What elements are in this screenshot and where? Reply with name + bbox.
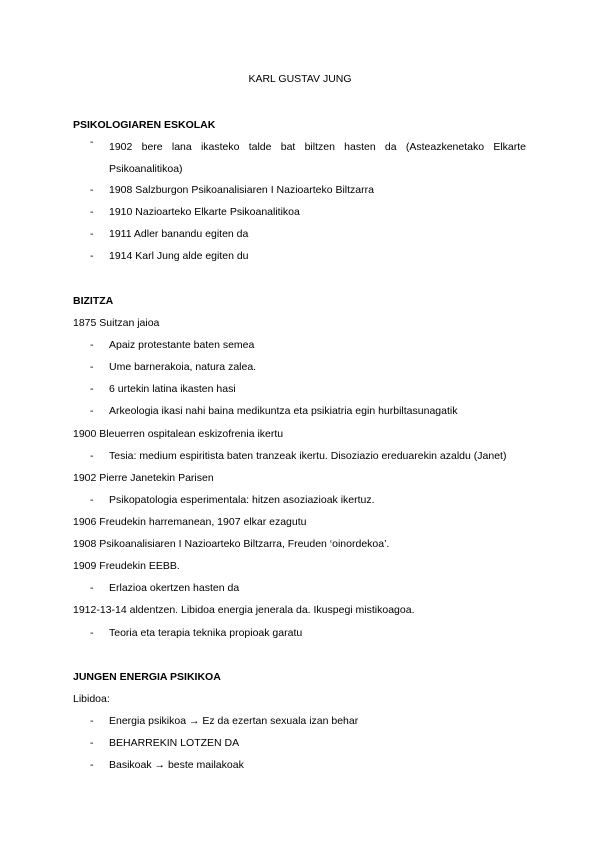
list-item-text: Apaiz protestante baten semea [109,339,255,351]
page-title: KARL GUSTAV JUNG [248,73,352,85]
bullet-dash: - [90,184,94,196]
text-line: 1912-13-14 aldentzen. Libidoa energia jenerala da. Ikuspegi mistikoagoa. [73,604,415,616]
list-item-text: Ume barnerakoia, natura zalea. [109,361,257,373]
text-line: 1875 Suitzan jaioa [73,317,160,329]
bullet-dash: - [90,250,94,262]
section-heading-bizitza: BIZITZA [73,295,114,307]
bullet-dash: - [90,136,94,148]
text-line: 1900 Bleuerren ospitalean eskizofrenia ikertu [73,428,284,440]
bullet-dash: - [90,206,94,218]
list-item-text: Erlazioa okertzen hasten da [109,582,240,594]
list-item-text: Basikoak → beste mailakoak [109,759,244,771]
bullet-dash: - [90,405,94,417]
text-line: 1909 Freudekin EEBB. [73,560,180,572]
bullet-dash: - [90,383,94,395]
bullet-dash: - [90,494,94,506]
bullet-dash: - [90,450,94,462]
bullet-dash: - [90,759,94,771]
text-line: 1906 Freudekin harremanean, 1907 elkar ezagutu [73,516,307,528]
bullet-dash: - [90,627,94,639]
list-item-text: Teoria eta terapia teknika propioak garatu [109,627,303,639]
bullet-dash: - [90,228,94,240]
list-item-text: 1914 Karl Jung alde egiten du [109,250,249,262]
list-item-text: 6 urtekin latina ikasten hasi [109,383,236,395]
bullet-dash: - [90,582,94,594]
text-line: Libidoa: [73,693,110,705]
list-item-text: Psikopatologia esperimentala: hitzen asoziazioak ikertuz. [109,494,375,506]
section-heading-energia: JUNGEN ENERGIA PSIKIKOA [73,671,221,683]
section-heading-eskolak: PSIKOLOGIAREN ESKOLAK [73,119,216,131]
bullet-dash: - [90,715,94,727]
list-item-text: Arkeologia ikasi nahi baina medikuntza eta psikiatria egin hurbiltasunagatik [109,405,458,417]
list-item-text: 1910 Nazioarteko Elkarte Psikoanalitikoa [109,206,300,218]
list-item-text: Energia psikikoa → Ez da ezertan sexuala izan behar [109,715,359,727]
text-line: 1902 Pierre Janetekin Parisen [73,472,214,484]
bullet-dash: - [90,339,94,351]
list-item-text: 1911 Adler banandu egiten da [109,228,249,240]
bullet-dash: - [90,361,94,373]
text-line: 1908 Psikoanalisiaren I Nazioarteko Biltzarra, Freuden ‘oinordekoa’. [73,538,390,550]
list-item-text: Tesia: medium espiritista baten tranzeak ikertu. Disoziazio ereduarekin azaldu (Janet) [109,450,507,462]
list-item-text: 1902 bere lana ikasteko talde bat biltzen hasten da (Asteazkenetako Elkarte Psikoanalitikoa) [109,141,526,175]
bullet-dash: - [90,737,94,749]
list-item-text: BEHARREKIN LOTZEN DA [109,737,240,749]
list-item-text: 1908 Salzburgon Psikoanalisiaren I Nazioarteko Biltzarra [109,184,374,196]
